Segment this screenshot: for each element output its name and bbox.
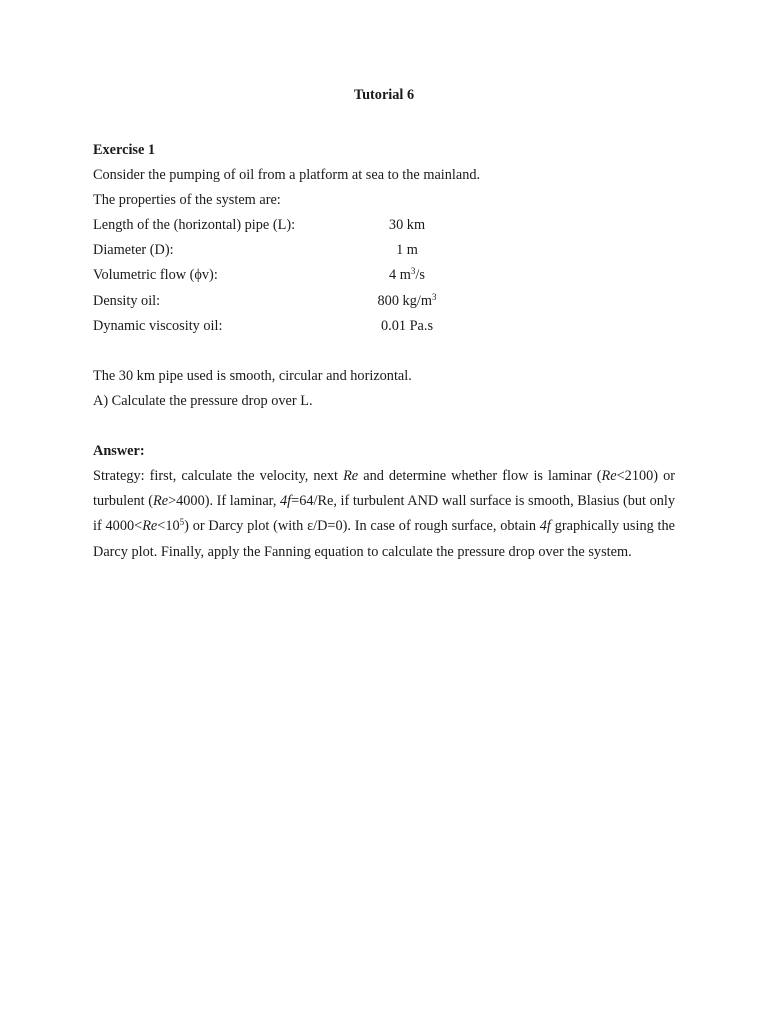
property-row-viscosity: [93, 314, 675, 339]
intro-line: Consider the pumping of oil from a platform at sea to the mainland.: [93, 167, 481, 184]
answer-heading: Answer:: [93, 443, 145, 460]
property-superscript: 3: [431, 291, 437, 302]
strategy-text: Strategy: first, calculate the velocity, next: [93, 468, 344, 485]
spacer: [93, 339, 675, 364]
strategy-paragraph: [93, 464, 675, 564]
spacer: [93, 414, 675, 439]
property-value: 4 m: [389, 267, 411, 284]
property-row-density: [93, 289, 675, 314]
strategy-text: =64/Re, if turbulent AND wall surface is smooth, Blasius (but only if 4000<: [93, 493, 675, 535]
strategy-text: ) or Darcy plot (with ε/D=0). In case of rough surface, obtain: [184, 518, 540, 535]
pipe-note: The 30 km pipe used is smooth, circular and horizontal.: [93, 367, 412, 384]
property-value: 30 km: [388, 217, 426, 234]
property-row-diameter: [93, 238, 675, 263]
properties-intro: The properties of the system are:: [93, 192, 281, 209]
property-label: Volumetric flow (ϕv):: [93, 267, 218, 284]
reynolds-symbol: Re: [142, 518, 158, 535]
property-suffix: /s: [415, 267, 425, 284]
strategy-text: <2100) or turbulent (: [93, 468, 675, 510]
property-value: 1 m: [396, 242, 418, 259]
property-value: 0.01 Pa.s: [380, 317, 434, 334]
exercise-heading: Exercise 1: [93, 142, 156, 158]
strategy-text: >4000). If laminar,: [168, 493, 281, 510]
property-value-group: [373, 263, 441, 288]
property-superscript: 3: [410, 266, 416, 277]
friction-factor-symbol: 4f: [539, 518, 551, 535]
reynolds-symbol: Re: [152, 493, 169, 510]
property-label: Diameter (D):: [93, 242, 174, 259]
page-title: Tutorial 6: [353, 87, 415, 103]
property-value-group: [367, 289, 447, 314]
strategy-text: <10: [157, 518, 180, 535]
property-row-length: [93, 213, 675, 238]
property-value: 800 kg/m: [377, 292, 432, 309]
property-row-volumetric-flow: [93, 263, 675, 288]
document-body: [93, 138, 675, 565]
strategy-text: and determine whether flow is laminar (: [358, 468, 602, 485]
strategy-text: graphically using the Darcy plot. Finally, apply the Fanning equation to calculate the pressure drop over the system.: [93, 518, 676, 560]
property-label: Dynamic viscosity oil:: [93, 317, 223, 334]
reynolds-symbol: Re: [343, 468, 359, 485]
reynolds-symbol: Re: [601, 468, 617, 485]
property-label: Density oil:: [93, 292, 161, 309]
friction-factor-symbol: 4f: [280, 493, 292, 510]
exponent: 5: [179, 517, 185, 528]
question-a: A) Calculate the pressure drop over L.: [93, 392, 313, 409]
property-label: Length of the (horizontal) pipe (L):: [93, 217, 296, 234]
